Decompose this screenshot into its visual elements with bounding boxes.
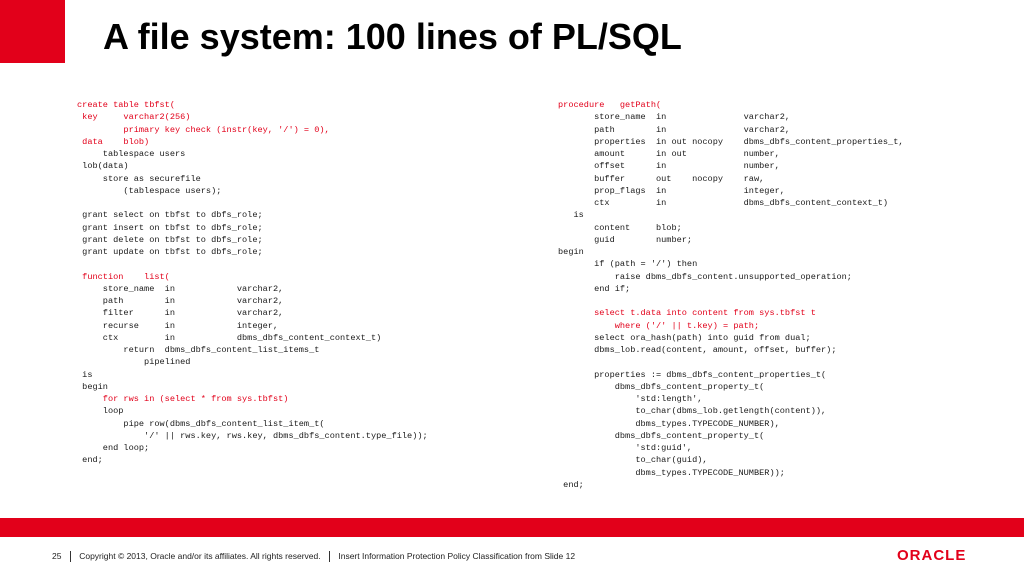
code-line: loop: [77, 406, 124, 417]
code-line: dbms_lob.read(content, amount, offset, buffer);: [558, 345, 837, 355]
code-line: dbms_types.TYPECODE_NUMBER),: [558, 418, 780, 429]
code-line: grant delete on tbfst to dbfs_role;: [77, 234, 263, 245]
code-line: begin: [558, 247, 584, 257]
code-line: dbms_types.TYPECODE_NUMBER));: [558, 467, 785, 478]
code-line: 'std:length',: [558, 394, 703, 404]
code-line: for rws in (select * from sys.tbfst): [77, 394, 289, 404]
code-line: function list(: [77, 271, 170, 282]
code-line: select ora_hash(path) into guid from dual;: [558, 332, 811, 343]
code-line: [558, 356, 998, 368]
code-line: end if;: [558, 283, 631, 294]
code-line: prop_flags in integer,: [558, 185, 785, 196]
copyright-text: Copyright © 2013, Oracle and/or its affiliates. All rights reserved.: [79, 551, 321, 561]
code-line: where ('/' || t.key) = path;: [558, 320, 760, 331]
code-line: path in varchar2,: [558, 124, 791, 135]
code-line: dbms_dbfs_content_property_t(: [558, 381, 765, 392]
slide-title: A file system: 100 lines of PL/SQL: [103, 16, 682, 57]
code-line: pipe row(dbms_dbfs_content_list_item_t(: [77, 418, 325, 429]
code-line: select t.data into content from sys.tbfst t: [558, 308, 816, 319]
code-line: [77, 197, 517, 209]
code-line: return dbms_dbfs_content_list_items_t: [77, 345, 320, 355]
code-line: store_name in varchar2,: [558, 112, 791, 123]
code-line: path in varchar2,: [77, 296, 284, 306]
code-line: raise dbms_dbfs_content.unsupported_operation;: [558, 271, 852, 282]
code-line: data blob): [77, 136, 150, 147]
code-line: recurse in integer,: [77, 320, 279, 331]
footer: [52, 551, 575, 562]
code-line: begin: [77, 381, 108, 392]
code-line: ctx in dbms_dbfs_content_context_t): [558, 198, 889, 208]
footer-divider: [70, 551, 71, 562]
slide-number: 25: [52, 551, 62, 561]
code-line: end;: [77, 455, 103, 466]
code-line: 'std:guid',: [558, 443, 693, 453]
code-line: properties in out nocopy dbms_dbfs_content_properties_t,: [558, 136, 904, 147]
footer-divider: [329, 551, 330, 562]
code-line: to_char(dbms_lob.getlength(content)),: [558, 406, 827, 417]
code-line: end loop;: [77, 443, 150, 453]
code-line: buffer out nocopy raw,: [558, 173, 765, 184]
code-block-getpath: [558, 99, 998, 491]
code-line: if (path = '/') then: [558, 259, 698, 270]
code-line: tablespace users: [77, 149, 186, 159]
code-line: content blob;: [558, 222, 682, 233]
code-line: store_name in varchar2,: [77, 283, 284, 294]
code-line: (tablespace users);: [77, 185, 222, 196]
code-line: guid number;: [558, 234, 693, 245]
code-line: grant update on tbfst to dbfs_role;: [77, 247, 263, 257]
code-line: amount in out number,: [558, 149, 780, 159]
code-line: grant select on tbfst to dbfs_role;: [77, 210, 263, 221]
code-line: ctx in dbms_dbfs_content_context_t): [77, 332, 382, 343]
code-line: store as securefile: [77, 173, 201, 184]
code-line: key varchar2(256): [77, 112, 191, 123]
code-line: pipelined: [77, 357, 191, 368]
code-line: is: [77, 369, 93, 380]
code-line: procedure getPath(: [558, 100, 662, 110]
code-line: [558, 295, 998, 307]
code-block-create-table: [77, 99, 517, 467]
oracle-logo: ORACLE: [897, 547, 967, 564]
code-line: primary key check (instr(key, '/') = 0),: [77, 124, 330, 135]
code-line: offset in number,: [558, 161, 780, 172]
code-line: '/' || rws.key, rws.key, dbms_dbfs_content.type_file));: [77, 430, 428, 441]
code-line: filter in varchar2,: [77, 308, 284, 319]
code-line: to_char(guid),: [558, 455, 708, 466]
red-accent-square: [0, 0, 65, 63]
code-line: grant insert on tbfst to dbfs_role;: [77, 222, 263, 233]
code-line: is: [558, 210, 584, 221]
footer-red-bar: [0, 518, 1024, 537]
code-line: lob(data): [77, 161, 129, 172]
code-line: dbms_dbfs_content_property_t(: [558, 430, 765, 441]
code-line: [77, 258, 517, 270]
code-line: properties := dbms_dbfs_content_properties_t(: [558, 369, 827, 380]
code-line: create table tbfst(: [77, 100, 175, 110]
classification-text: Insert Information Protection Policy Classification from Slide 12: [338, 551, 576, 561]
code-line: end;: [558, 479, 584, 490]
